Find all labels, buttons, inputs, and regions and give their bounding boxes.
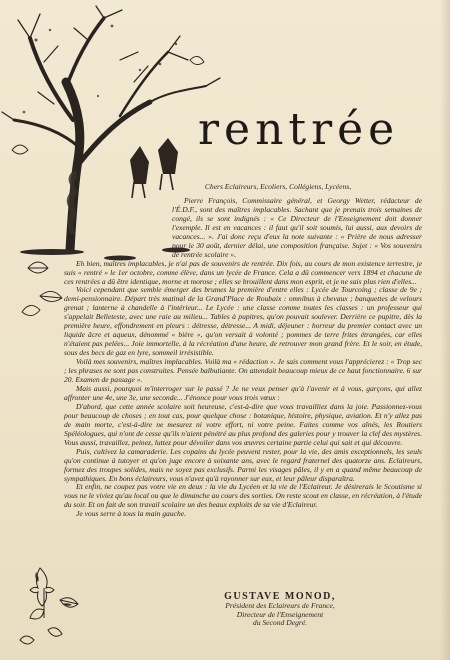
paragraph: Eh bien, maîtres implacables, je n'ai pas de souvenirs de rentrée. Dix fois, au cours de mon existence terrestre, je suis « rentré » le 1er octobre, comme élève, dans un lycée de France. Cela a dû commencer vers 1894 et chacune de ces rentrées a dû être identique, morne et morose ; elles se brouillent dans mon esprit, et je ne sais plus rien d'elles... [64, 258, 422, 286]
signature-role-line: Directeur de l'Enseignement [236, 609, 324, 619]
signature-name: GUSTAVE MONOD, [224, 591, 336, 602]
paragraph: D'abord, que cette année scolaire soit heureuse, c'est-à-dire que vous travailliez dans la joie. Passionnez-vous pour beaucoup de choses ; en tout cas, pour quelque chose : botanique, histoire, physique, aviation. Et n'y allez pas de main morte, c'est-à-dire ne mesurez ni votre effort, ni votre peine. Faites comme vos aînés, les Routiers Spéléologues, qui n'ont de cesse qu'ils n'aient pénétré au plus profond des galeries pour y trouver la clef des mystères. Vous aussi, travaillez, peinez, luttez pour dévoiler dans vos œuvres certaine partie celui qui sait et qui découvre. [64, 401, 422, 447]
paragraph: Voici cependant que semble émerger des brumes la première d'entre elles : Lycée de Tourcoing ; classe de 9e ; demi-pensionnaire. Départ très matinal de la Grand'Place de Roubaix : omnibus à chevaux ; banquettes de velours grenat ; lanterne à chandelle à l'intérieur... Le Lycée : une classe comme toutes les classes : un professeur qui s'appelait Belleteste, avec une raie au milieu... Tables à pupitres, qu'on pouvait soulever. Derrière ce pupitre, dès la première heure, effondrement en pleurs : détresse, détresse... A midi, déjeuner : horreur du premier contact avec un liquide âcre et aqueux, dénommé « bière », qu'on versait à volonté ; pommes de terre frites étrangées, car elles n'étaient pas pelées... Joie immortelle, à la récréation d'une heure, de retrouver mon grand frère. Et le soir, en étude, sous des becs de gaz en lyre, sommeil irrésistible. [64, 285, 422, 358]
leaves-illustration [0, 560, 110, 660]
paragraph: Je vous serre à tous la main gauche. [76, 509, 186, 519]
page-title: rentrée [198, 104, 400, 155]
signature-block [170, 591, 390, 628]
paragraph: Puis, cultivez la camaraderie. Les copains du lycée peuvent rester, pour la vie, des amis exceptionnels, les seuls qu'on continue à tutoyer et qu'on juge encore à soixante ans, avec le regard fraternel des quatorze ans. Eclaireurs, formez des troupes solides, mais ne soyez pas exclusifs. Parmi les visages pâles, il y en a quand même beaucoup de sympathiques. En bons éclaireurs, vous n'avez qu'à rayonner sur eux, et leur pâleur disparaîtra. [64, 446, 422, 483]
signature-role-line: Président des Eclaireurs de France, [225, 601, 335, 610]
signature-role-line: du Second Degré. [252, 618, 308, 628]
article-body [64, 183, 422, 519]
intro-paragraph: Pierre François, Commissaire général, et Georgy Wetter, rédacteur de l'É.D.F., sont des maîtres implacables. Sachant que je prenais trois semaines de congé, ils se sont indignés : « Ce Directeur de l'Enseignement doit donner l'exemple. Il est en vacances : il faut qu'il soit soumis, lui aussi, aux devoirs de vacances... ». J'ai donc reçu d'eux la note suivante : « Prière de nous adresser pour le 30 août, dernier délai, une composition française. Sujet : « Vos souvenirs de rentrée scolaire ». [172, 195, 422, 259]
paragraph: Mais aussi, pourquoi m'interroger sur le passé ? Je ne veux penser qu'à l'avenir et à vous, garçons, qui allez affronter une 4e, une 3e, une seconde... J'énonce pour vous trois vœux : [64, 383, 422, 402]
salutation: Chers Eclaireurs, Ecoliers, Collégiens, Lycéens, [204, 182, 352, 191]
paragraph: Voilà mes souvenirs, maîtres implacables. Voilà ma « rédaction ». Je sais comment vous l'apprécierez : « Trop sec ; les phrases ne sont pas construites. Pensée balbutiante. On attendait beaucoup mieux de ce haut fonctionnaire. 6 sur 20. Examen de passage ». [64, 357, 422, 385]
paragraph: Et enfin, ne coupez pas votre vie en deux : la vie du Lycéen et la vie de l'Eclaireur. Je désirerais le Scoutisme si vous ne le viviez qu'au local ou que le dimanche au cours des sorties. On reste scout en classe, en récréation, à l'étude du soir. Et on fait de son travail scolaire un des beaux exploits de sa vie d'Eclaireur. [64, 482, 422, 510]
